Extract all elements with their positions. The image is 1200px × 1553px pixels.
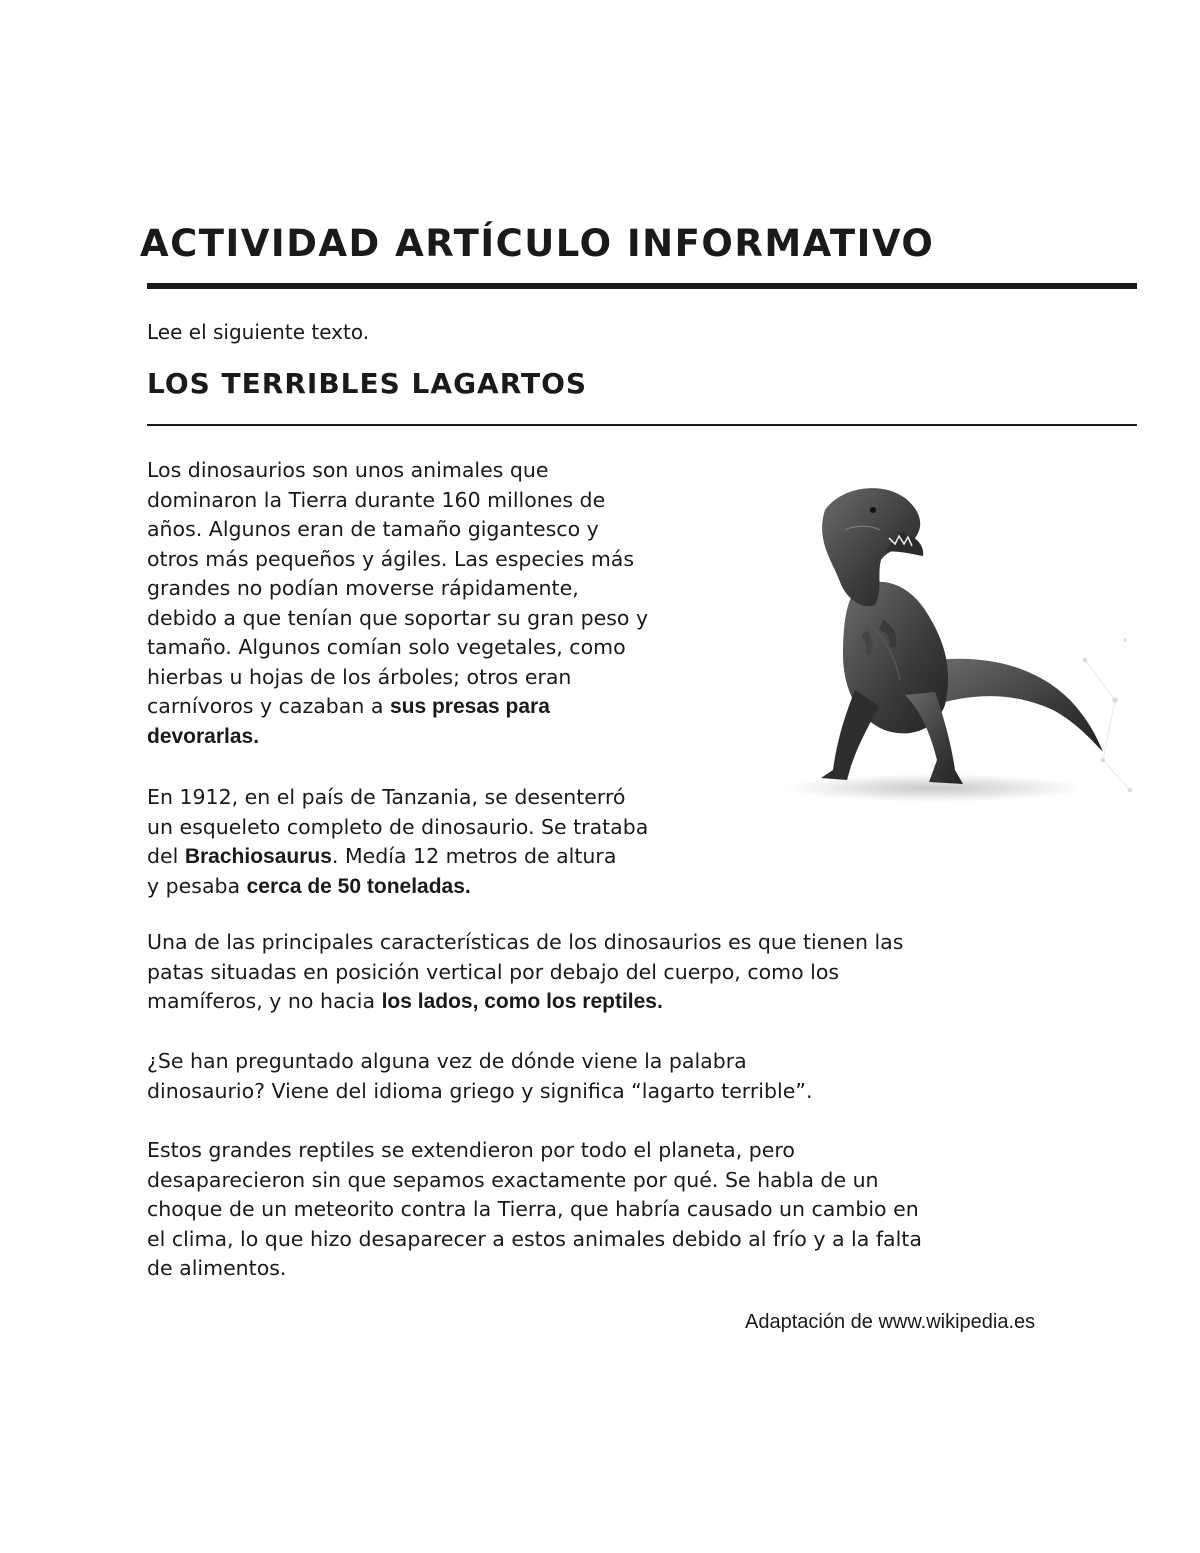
article-divider [147,424,1137,426]
bold-phrase: cerca de 50 toneladas. [246,874,471,898]
paragraph-characteristics [147,928,1007,1017]
article-title: LOS TERRIBLES LAGARTOS [147,367,588,400]
bold-phrase: Brachiosaurus [184,845,332,868]
bold-phrase: sus presas para devorarlas. [147,695,550,748]
t-rex-illustration [785,470,1135,815]
paragraph-text: . Medía 12 metros de altura y pesaba [147,844,617,898]
paragraph-brachiosaurus [147,783,707,901]
paragraph-text: Los dinosaurios son unos animales que dominaron la Tierra durante 160 millones de años. Algunos eran de tamaño gigantesco y otros más pequeños y ágiles. Las especies más grandes no podían moverse rápidamente, debido a que tenían que soportar su gran peso y tamaño. Algunos comían solo vegetales, como hierbas u hojas de los árboles; otros eran carnívoros y cazaban a [147,458,649,718]
paragraph-dinosaurs-intro [147,456,707,751]
paragraph-extinction: Estos grandes reptiles se extendieron por todo el planeta, pero desaparecieron sin que sepamos exactamente por qué. Se habla de un choque de un meteorito contra la Tierra, que habría causado un cambio en el clima, lo que hizo desaparecer a estos animales debido al frío y a la falta de alimentos. [147,1138,922,1280]
source-attribution: Adaptación de www.wikipedia.es [745,1311,1036,1333]
title-divider [147,283,1137,289]
page-title: ACTIVIDAD ARTÍCULO INFORMATIVO [140,222,935,265]
paragraph-etymology: ¿Se han preguntado alguna vez de dónde viene la palabra dinosaurio? Viene del idioma griego y significa “lagarto terrible”. [147,1049,813,1103]
bold-phrase: los lados, como los reptiles. [381,990,663,1013]
paragraph-text: En 1912, en el país de Tanzania, se desenterró un esqueleto completo de dinosaurio. Se trataba del [147,785,649,868]
instruction-text: Lee el siguiente texto. [147,320,370,344]
paragraph-text: Una de las principales características de los dinosaurios es que tienen las patas situadas en posición vertical por debajo del cuerpo, como los mamíferos, y no hacia [147,930,904,1013]
